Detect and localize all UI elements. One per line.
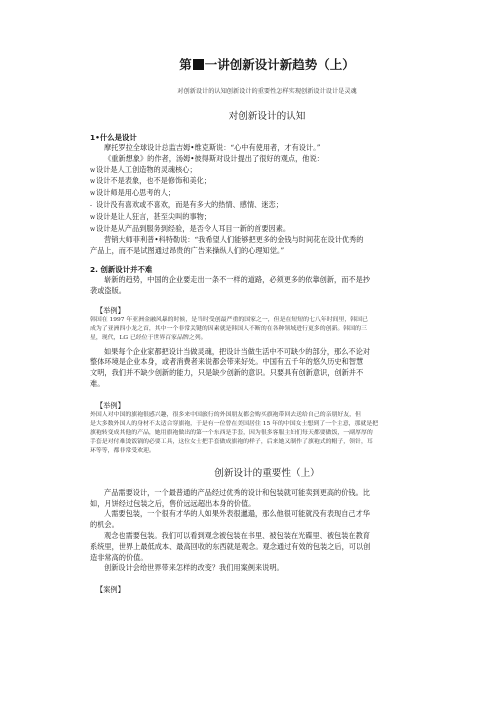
paragraph-line: 造非常高的价值。	[90, 552, 148, 562]
paragraph-line: 人需要包装，一个很有才华的人如果外表很邋遢，那么他很可能就没有表现自己才华	[104, 509, 370, 519]
list-item-text: 设计师是用心思考的人；	[96, 188, 176, 198]
list-item	[90, 188, 444, 200]
paragraph-line: 崭新的趋势，中国的企业要走出一条不一样的道路，必须更多的依靠创新，而不是抄	[104, 274, 370, 284]
list-item	[90, 165, 444, 177]
bullet-marker: w	[90, 190, 96, 198]
paragraph-line: 如果每个企业家都把设计当做灵魂，把设计当做生活中不可缺少的部分，那么不论对	[104, 346, 370, 356]
paragraph-line: 系统里，世界上最低成本、最高回收的东西就是观念。观念通过有效的包装之后，可以创	[90, 541, 371, 551]
list-item-text: 设计不是表象，也不是修饰和美化；	[96, 176, 212, 186]
case-text-line: 旗袍转变成其他的产品，她用旗袍做出的第一个东西是手套，因为很多客服主妇们每天都要做饭，一副厚厚的	[90, 429, 373, 436]
subsection-heading-not-hard: 2. 创新设计并不难	[90, 264, 153, 274]
case-text-line: 外国人对中国的旗袍很感兴趣，很多来中国旅行的外国朋友都会购买旗袍带回去送给自己的亲朋好友，但	[90, 411, 361, 418]
list-item-text: 设计是人工创造物的灵魂核心；	[96, 164, 197, 174]
list-item-text: 设计没有喜欢或不喜欢，而是有多大的热情、感情、迷恋；	[96, 199, 283, 209]
section-heading-cognition: 对创新设计的认知	[228, 111, 306, 122]
bullet-marker: w	[90, 225, 96, 233]
page-title	[90, 0, 444, 73]
title-main: 一讲创新设计新趋势（上）	[204, 57, 355, 72]
paragraph-line: 《重新想象》的作者，汤姆•彼得斯对设计提出了很好的观点，他说：	[104, 153, 324, 163]
subsection-heading-what-is-design: 1•什么是设计	[90, 133, 137, 142]
paragraph-line: 整体环境是企业本身，或者消费者来说都会带来好处。中国有五千年的悠久历史和智慧	[90, 357, 364, 367]
title-prefix: 第	[179, 57, 192, 72]
list-item	[90, 176, 444, 188]
case-text-line: 成为了亚洲四小龙之首，其中一个非常关键的因素就是韩国人不断的在各种领域进行更多的创新。韩国的三	[90, 325, 367, 332]
paragraph-line: 产品上，而不是试图通过昂贵的广告来操纵人们的心理知觉。”	[90, 246, 285, 256]
list-item	[90, 224, 444, 236]
case-text-line: 环等等，都非常受欢迎。	[90, 447, 155, 454]
page-subtitle: 对创新设计的认知创新设计的重要性怎样实现创新设计设计是灵魂	[177, 88, 357, 95]
paragraph-line: 营销大师菲利普•科特勒说：“我希望人们能够把更多的金钱与时间花在设计优秀的	[104, 235, 364, 245]
paragraph-line: 观念也需要包装。我们可以看到观念被包装在书里、被包装在光碟里、被包装在教育	[104, 530, 370, 540]
list-item	[90, 212, 444, 224]
bullet-marker: w	[90, 213, 96, 221]
black-square-icon	[193, 59, 204, 70]
paragraph-line: 的机会。	[90, 520, 119, 530]
paragraph-line: 摩托罗拉全球设计总监吉姆•维克斯说：“心中有使用者，才有设计。”	[104, 143, 321, 152]
list-item	[90, 200, 444, 212]
case-text-line: 星，现代，LG 已经位于世界百家品牌之列。	[90, 334, 207, 341]
case-text-line: 是大多数外国人的身材不太适合穿旗袍，于是有一位曾在美国居住 15 年的中国女士想到了一个主意，那就是把	[90, 420, 379, 427]
list-item-text: 设计是从产品到服务到经验，是否令人耳目一新的首要因素。	[96, 223, 291, 233]
paragraph-line: 创新设计会给世界带来怎样的改变？我们用案例来说明。	[104, 563, 284, 573]
paragraph-line: 文明，我们并不缺少创新的能力，只是缺少创新的意识。只要具有创新意识，创新并不	[90, 368, 364, 378]
bullet-marker: w	[90, 178, 96, 186]
case-label: 【案例】	[96, 585, 125, 595]
bullet-marker: w	[90, 166, 96, 174]
case-text-line: 韩国在 1997 年亚洲金融风暴的时候，是当时受创最严重的国家之一，但是在短短的七八年时间里，韩国已	[90, 316, 368, 323]
case-label: 【举例】	[96, 305, 125, 315]
bullet-marker: -	[90, 201, 93, 209]
section-heading-importance: 创新设计的重要性（上）	[214, 467, 320, 479]
paragraph-line: 袭或盗版。	[90, 285, 126, 295]
paragraph-line: 难。	[90, 378, 105, 388]
paragraph-line: 产品需要设计，一个最普通的产品经过优秀的设计和包装就可能卖到更高的价钱。比	[104, 487, 370, 497]
list-item-text: 设计是让人狂言，甚至尖叫的事物；	[96, 211, 212, 221]
case-label: 【举例】	[96, 400, 125, 410]
paragraph-line: 如，月饼经过包装之后，售价远远超出本身的价值。	[90, 498, 256, 508]
case-text-line: 手套是对付难烫饭锅的必要工具，这位女士把手套做成旗袍的样子，后来她又制作了旗袍式的帽子，领针，耳	[90, 438, 373, 445]
